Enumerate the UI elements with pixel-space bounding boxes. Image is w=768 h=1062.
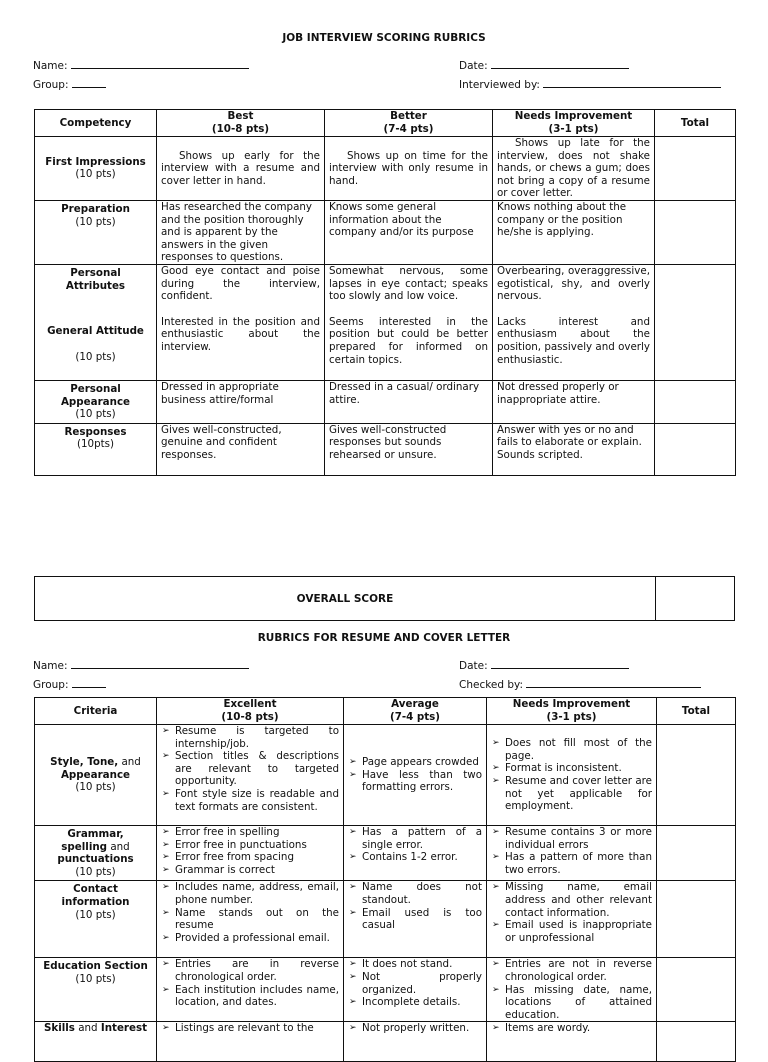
excellent-list xyxy=(161,826,339,876)
resume-date-field xyxy=(459,658,629,672)
cell-excellent xyxy=(157,958,344,1022)
cell-excellent xyxy=(157,826,344,881)
criteria-points: (10 pts) xyxy=(75,972,116,985)
cell-better: Knows some general information about the company and/or its purpose xyxy=(325,200,493,264)
criteria-points: (10 pts) xyxy=(75,168,116,181)
table-row xyxy=(35,826,736,881)
criteria-skills-interest xyxy=(35,1022,157,1062)
list-item: ➢ Name stands out on the resume xyxy=(161,907,339,932)
list-item: ➢ Grammar is correct xyxy=(161,864,339,877)
table-row xyxy=(35,137,736,201)
interview-date-label: Date: xyxy=(459,60,488,72)
criteria-name: Responses xyxy=(64,425,127,438)
average-list xyxy=(348,958,482,1008)
criteria-name xyxy=(38,841,153,854)
needs-list xyxy=(491,881,652,944)
criteria-education-section xyxy=(35,958,157,1022)
list-item: ➢ Resume and cover letter are not yet applicable for employment. xyxy=(491,775,652,813)
table-row xyxy=(35,881,736,958)
list-item: ➢ Each institution includes name, location, and dates. xyxy=(161,984,339,1009)
criteria-personal-appearance xyxy=(35,380,157,423)
list-item: ➢ Section titles & descriptions are relevant to targeted opportunity. xyxy=(161,750,339,788)
cell-needs xyxy=(487,881,657,958)
average-list xyxy=(348,756,482,794)
header-average xyxy=(344,698,487,725)
criteria-name: Preparation xyxy=(61,202,130,215)
interview-name-label: Name: xyxy=(33,60,68,72)
header-better-pts: (7-4 pts) xyxy=(383,123,434,135)
excellent-list xyxy=(161,725,339,813)
list-item: ➢ Error free from spacing xyxy=(161,851,339,864)
resume-date-label: Date: xyxy=(459,660,488,672)
list-item: ➢ Name does not standout. xyxy=(348,881,482,906)
criteria-name-bold: spelling xyxy=(61,840,108,853)
interview-rubric-table xyxy=(34,109,736,476)
checked-by-label: Checked by: xyxy=(459,679,524,691)
needs-list xyxy=(491,958,652,1021)
cell-needs xyxy=(493,264,655,380)
needs-list xyxy=(491,826,652,876)
interview-title: JOB INTERVIEW SCORING RUBRICS xyxy=(282,32,486,44)
list-item: ➢ Does not fill most of the page. xyxy=(491,737,652,762)
cell-needs xyxy=(487,725,657,826)
criteria-name: Personal xyxy=(70,382,121,395)
criteria-first-impressions xyxy=(35,137,157,201)
criteria-points: (10 pts) xyxy=(75,350,116,363)
excellent-list xyxy=(161,881,339,944)
cell-better: Dressed in a casual/ ordinary attire. xyxy=(325,380,493,423)
criteria-preparation xyxy=(35,200,157,264)
list-item: ➢ Email used is inappropriate or unprofessional xyxy=(491,919,652,944)
cell-total[interactable] xyxy=(657,826,736,881)
list-item: ➢ Not properly written. xyxy=(348,1022,482,1035)
criteria-name-and: and xyxy=(74,1022,101,1035)
cell-total[interactable] xyxy=(657,725,736,826)
cell-better xyxy=(325,264,493,380)
criteria-grammar xyxy=(35,826,157,881)
header-better xyxy=(325,110,493,137)
criteria-name-bold: Skills xyxy=(43,1022,75,1035)
list-item: ➢ Incomplete details. xyxy=(348,996,482,1009)
overall-score-box xyxy=(34,576,735,621)
cell-needs: Knows nothing about the company or the position he/she is applying. xyxy=(493,200,655,264)
needs-list xyxy=(491,1022,652,1035)
list-item: ➢ Items are wordy. xyxy=(491,1022,652,1035)
criteria-name-and: and xyxy=(118,756,141,769)
header-average-pts: (7-4 pts) xyxy=(389,711,441,723)
cell-total[interactable] xyxy=(655,264,736,380)
cell-excellent xyxy=(157,1022,344,1062)
cell-excellent xyxy=(157,725,344,826)
interviewed-by-label: Interviewed by: xyxy=(459,79,540,91)
header-needs-improvement xyxy=(493,110,655,137)
list-item: ➢ It does not stand. xyxy=(348,958,482,971)
interview-date-field xyxy=(459,58,629,72)
table-row xyxy=(35,725,736,826)
cell-best: Dressed in appropriate business attire/formal xyxy=(157,380,325,423)
list-item: ➢ Font style size is readable and text formats are consistent. xyxy=(161,788,339,813)
cell-best: Has researched the company and the position thoroughly and is apparent by the answers in the given responses to questions. xyxy=(157,200,325,264)
criteria-points: (10 pts) xyxy=(75,781,116,794)
table-row xyxy=(35,380,736,423)
cell-text: Interested in the position and enthusiastic about the interview. xyxy=(161,315,320,353)
overall-score-label: OVERALL SCORE xyxy=(35,577,656,620)
header-excellent-pts: (10-8 pts) xyxy=(221,711,279,723)
cell-total[interactable] xyxy=(655,423,736,475)
criteria-points: (10 pts) xyxy=(75,908,116,921)
header-needs-pts: (3-1 pts) xyxy=(546,711,597,723)
criteria-name: Appearance xyxy=(60,768,131,781)
list-item: ➢ Listings are relevant to the xyxy=(161,1022,339,1035)
criteria-points: (10 pts) xyxy=(75,215,116,228)
header-better-label: Better xyxy=(390,110,427,123)
header-average-label: Average xyxy=(391,698,439,711)
criteria-contact-information xyxy=(35,881,157,958)
interview-name-line[interactable] xyxy=(71,58,249,69)
interview-group-line[interactable] xyxy=(72,77,106,88)
criteria-name-bold: Interest xyxy=(100,1022,148,1035)
cell-text: Lacks interest and enthusiasm about the position, passively and overly enthusiastic. xyxy=(497,315,650,366)
list-item: ➢ Has a pattern of more than two errors. xyxy=(491,851,652,876)
criteria-name: Education Section xyxy=(43,960,148,973)
header-excellent xyxy=(157,698,344,725)
list-item: ➢ Entries are in reverse chronological order. xyxy=(161,958,339,983)
cell-total[interactable] xyxy=(655,200,736,264)
interviewed-by-line[interactable] xyxy=(543,77,721,88)
criteria-name: punctuations xyxy=(57,853,134,866)
table-row xyxy=(35,423,736,475)
interview-date-line[interactable] xyxy=(491,58,629,69)
header-best xyxy=(157,110,325,137)
header-needs-improvement xyxy=(487,698,657,725)
excellent-list xyxy=(161,958,339,1008)
resume-rubric-table xyxy=(34,697,736,1062)
cell-average xyxy=(344,826,487,881)
cell-best: Shows up early for the interview with a resume and cover letter in hand. xyxy=(157,137,325,201)
list-item: ➢ Error free in punctuations xyxy=(161,839,339,852)
criteria-style-tone xyxy=(35,725,157,826)
criteria-name: Contact xyxy=(73,883,118,896)
cell-needs xyxy=(487,958,657,1022)
criteria-name: information xyxy=(61,895,130,908)
header-total: Total xyxy=(655,110,736,137)
interview-group-label: Group: xyxy=(33,79,69,91)
header-criteria: Criteria xyxy=(35,698,157,725)
excellent-list xyxy=(161,1022,339,1035)
header-best-pts: (10-8 pts) xyxy=(211,123,270,135)
interview-header-row xyxy=(35,110,736,137)
criteria-name xyxy=(38,756,153,769)
header-total: Total xyxy=(657,698,736,725)
cell-needs: Answer with yes or no and fails to elaborate or explain. Sounds scripted. xyxy=(493,423,655,475)
cell-best: Gives well-constructed, genuine and confident responses. xyxy=(157,423,325,475)
header-needs-label: Needs Improvement xyxy=(514,110,633,123)
average-list xyxy=(348,1022,482,1035)
list-item: ➢ Entries are not in reverse chronological order. xyxy=(491,958,652,983)
cell-better: Gives well-constructed responses but sounds rehearsed or unsure. xyxy=(325,423,493,475)
criteria-name: Grammar, xyxy=(67,828,124,840)
cell-needs: Not dressed properly or inappropriate attire. xyxy=(493,380,655,423)
criteria-name-and: and xyxy=(107,840,130,853)
checked-by-line[interactable] xyxy=(526,677,701,688)
list-item: ➢ Contains 1-2 error. xyxy=(348,851,482,864)
criteria-points: (10pts) xyxy=(76,438,115,451)
needs-list xyxy=(491,737,652,813)
table-row xyxy=(35,1022,736,1062)
cell-average xyxy=(344,725,487,826)
list-item: ➢ Error free in spelling xyxy=(161,826,339,839)
list-item: ➢ Email used is too casual xyxy=(348,907,482,932)
header-excellent-label: Excellent xyxy=(223,698,277,711)
list-item: ➢ Page appears crowded xyxy=(348,756,482,769)
table-row xyxy=(35,958,736,1022)
resume-group-line[interactable] xyxy=(72,677,106,688)
table-row xyxy=(35,264,736,380)
list-item: ➢ Has missing date, name, locations of attained education. xyxy=(491,984,652,1022)
cell-total[interactable] xyxy=(657,1022,736,1062)
list-item: ➢ Has a pattern of a single error. xyxy=(348,826,482,851)
resume-group-field xyxy=(33,677,106,691)
resume-name-field xyxy=(33,658,249,672)
list-item: ➢ Resume is targeted to internship/job. xyxy=(161,725,339,750)
criteria-name: Personal xyxy=(70,266,121,279)
cell-total[interactable] xyxy=(657,881,736,958)
average-list xyxy=(348,826,482,864)
list-item: ➢ Have less than two formatting errors. xyxy=(348,769,482,794)
criteria-name xyxy=(38,1022,153,1035)
cell-total[interactable] xyxy=(655,137,736,201)
criteria-name-bold: Style, Tone, xyxy=(50,756,119,769)
cell-total[interactable] xyxy=(657,958,736,1022)
header-best-label: Best xyxy=(227,110,254,123)
cell-average xyxy=(344,958,487,1022)
resume-date-line[interactable] xyxy=(491,658,629,669)
cell-average xyxy=(344,1022,487,1062)
resume-name-line[interactable] xyxy=(71,658,249,669)
cell-excellent xyxy=(157,881,344,958)
list-item: ➢ Missing name, email address and other relevant contact information. xyxy=(491,881,652,919)
cell-text: Good eye contact and poise during the interview, confident. xyxy=(161,264,320,303)
resume-group-label: Group: xyxy=(33,679,69,691)
interview-group-field xyxy=(33,77,106,91)
list-item: ➢ Provided a professional email. xyxy=(161,932,339,945)
criteria-name: First Impressions xyxy=(45,155,146,168)
list-item: ➢ Resume contains 3 or more individual errors xyxy=(491,826,652,851)
criteria-points: (10 pts) xyxy=(75,865,116,878)
cell-average xyxy=(344,881,487,958)
list-item: ➢ Includes name, address, email, phone number. xyxy=(161,881,339,906)
cell-text: Seems interested in the position but could be better prepared for informed on certain topics. xyxy=(329,315,488,366)
criteria-name: Appearance xyxy=(60,395,131,408)
cell-better: Shows up on time for the interview with only resume in hand. xyxy=(325,137,493,201)
average-list xyxy=(348,881,482,931)
header-needs-pts: (3-1 pts) xyxy=(548,123,599,135)
list-item: ➢ Format is inconsistent. xyxy=(491,762,652,775)
criteria-personal-attributes xyxy=(35,264,157,380)
cell-needs xyxy=(487,1022,657,1062)
interview-name-field xyxy=(33,58,249,72)
list-item: ➢ Not properly organized. xyxy=(348,971,482,996)
header-competency: Competency xyxy=(35,110,157,137)
table-row xyxy=(35,200,736,264)
cell-text: Overbearing, overaggressive, egotistical, shy, and overly nervous. xyxy=(497,264,650,303)
cell-best xyxy=(157,264,325,380)
criteria-name: Attributes xyxy=(65,279,126,292)
cell-text: Somewhat nervous, some lapses in eye contact; speaks too slowly and low voice. xyxy=(329,264,488,303)
cell-total[interactable] xyxy=(655,380,736,423)
cell-needs: Shows up late for the interview, does not shake hands, or chews a gum; does not bring a copy of a resume or cover letter. xyxy=(493,137,655,201)
criteria-responses xyxy=(35,423,157,475)
resume-header-row xyxy=(35,698,736,725)
header-needs-label: Needs Improvement xyxy=(512,698,631,711)
checked-by-field xyxy=(459,677,701,691)
cell-needs xyxy=(487,826,657,881)
criteria-points: (10 pts) xyxy=(75,408,116,421)
interviewed-by-field xyxy=(459,77,721,91)
criteria-name: General Attitude xyxy=(47,325,144,338)
resume-title: RUBRICS FOR RESUME AND COVER LETTER xyxy=(257,632,511,644)
resume-name-label: Name: xyxy=(33,660,68,672)
